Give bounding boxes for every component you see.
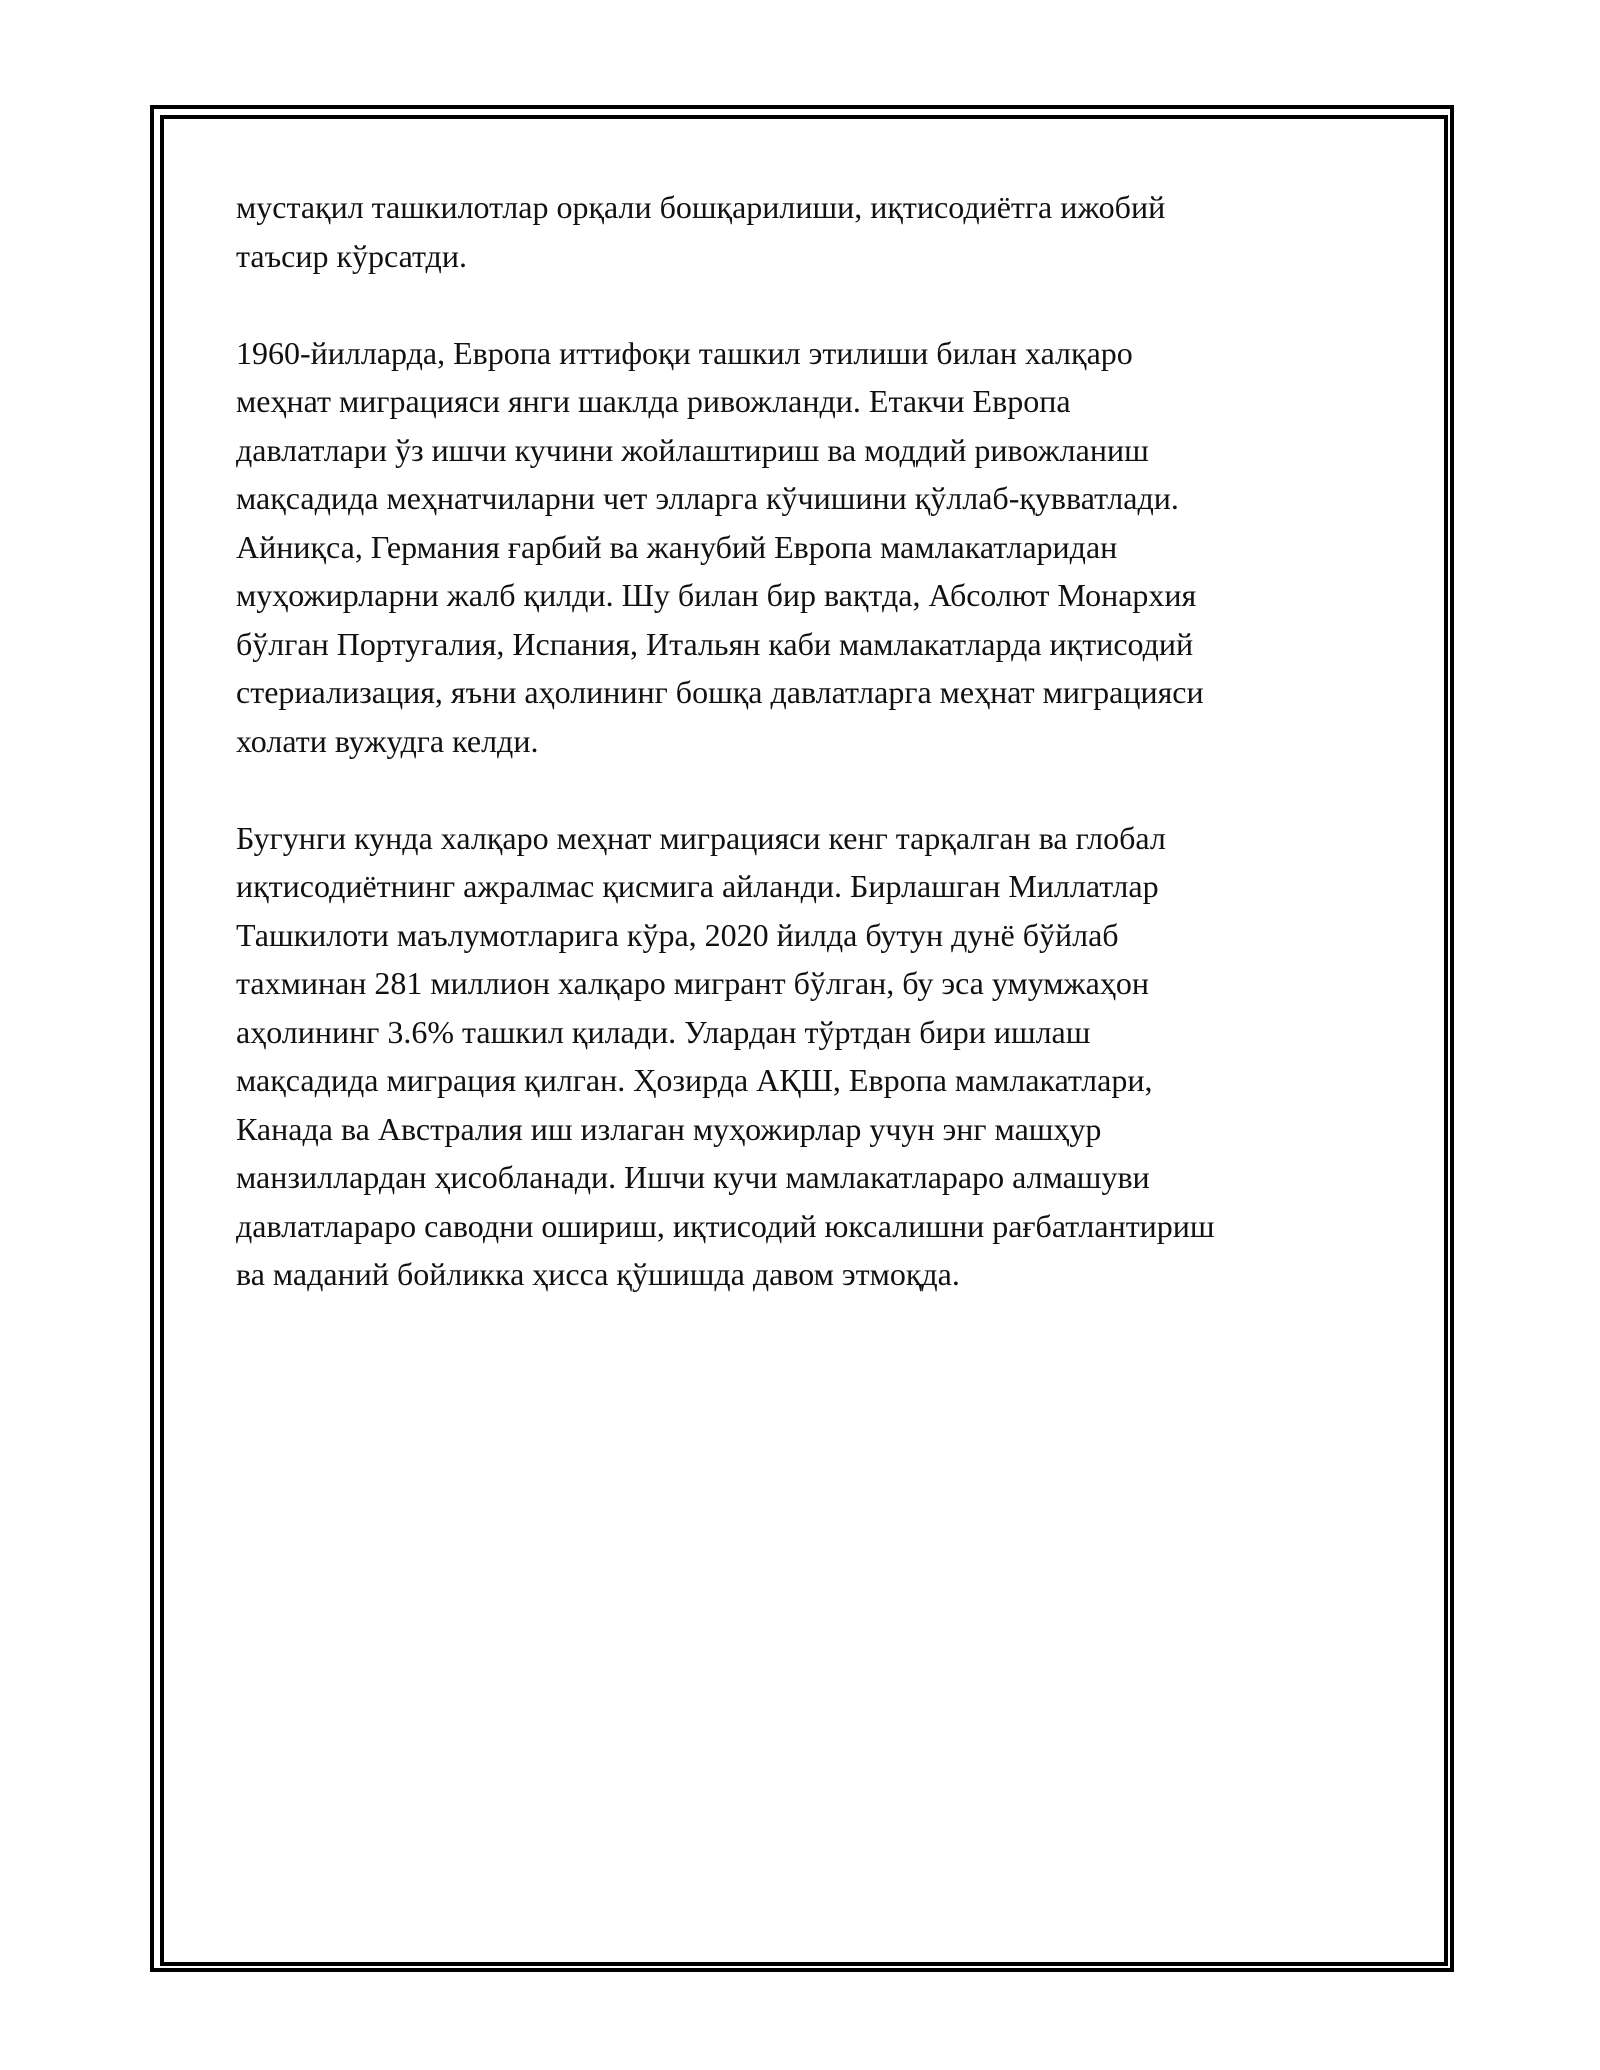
text-line: бўлган Португалия, Испания, Итальян каби мамлакатларда иқтисодий (236, 625, 1194, 662)
document-body (236, 183, 1396, 1347)
text-line: аҳолининг 3.6% ташкил қилади. Улардан тўртдан бири ишлаш (236, 1013, 1091, 1050)
text-line: таъсир кўрсатди. (236, 237, 467, 274)
text-line: мақсадида меҳнатчиларни чет элларга кўчишини қўллаб-қувватлади. (236, 480, 1179, 516)
paragraph-1 (236, 183, 1396, 280)
text-line: стериализация, яъни аҳолининг бошқа давлатларга меҳнат миграцияси (236, 674, 1204, 710)
paragraph-3 (236, 814, 1396, 1299)
text-line: меҳнат миграцияси янги шаклда ривожланди. Етакчи Европа (236, 383, 1071, 419)
text-line: мустақил ташкилотлар орқали бошқарилиши, иқтисодиётга ижобий (236, 189, 1166, 225)
text-line: ва маданий бойликка ҳисса қўшишда давом этмоқда. (236, 1256, 960, 1292)
text-line: мақсадида миграция қилган. Ҳозирда АҚШ, Европа мамлакатлари, (236, 1062, 1153, 1098)
text-line: холати вужудга келди. (236, 722, 539, 759)
text-line: Ташкилоти маълумотларига кўра, 2020 йилда бутун дунё бўйлаб (236, 916, 1119, 953)
text-line: Бугунги кунда халқаро меҳнат миграцияси кенг тарқалган ва глобал (236, 819, 1166, 856)
text-line: иқтисодиётнинг ажралмас қисмига айланди. Бирлашган Миллатлар (236, 868, 1159, 904)
text-line: 1960-йилларда, Европа иттифоқи ташкил этилиши билан халқаро (236, 334, 1133, 371)
text-line: Айниқса, Германия ғарбий ва жанубий Европа мамлакатларидан (236, 528, 1118, 565)
paragraph-2 (236, 329, 1396, 766)
text-line: тахминан 281 миллион халқаро мигрант бўлган, бу эса умумжаҳон (236, 965, 1149, 1001)
text-line: муҳожирларни жалб қилди. Шу билан бир вақтда, Абсолют Монархия (236, 577, 1197, 613)
text-line: давлатлараро саводни ошириш, иқтисодий юксалишни рағбатлантириш (236, 1207, 1215, 1244)
text-line: манзиллардан ҳисобланади. Ишчи кучи мамлакатлараро алмашуви (236, 1159, 1150, 1195)
text-line: Канада ва Австралия иш излаган муҳожирлар учун энг машҳур (236, 1110, 1102, 1147)
text-line: давлатлари ўз ишчи кучини жойлаштириш ва моддий ривожланиш (236, 431, 1149, 468)
